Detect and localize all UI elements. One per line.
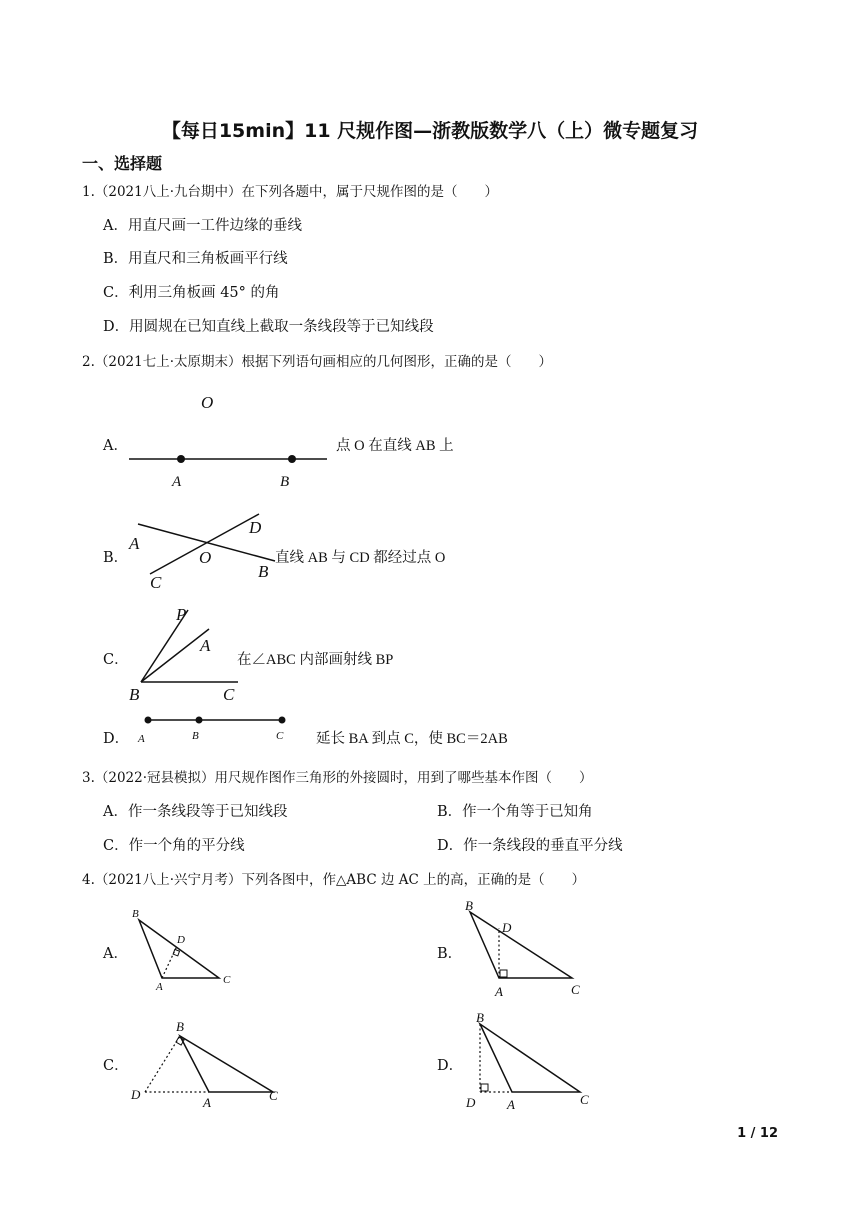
question-2-stem: 2.（2021七上·太原期末）根据下列语句画相应的几何图形，正确的是（ ） <box>82 354 553 370</box>
question-2-figure-c <box>125 602 245 707</box>
vertex-b-label: B <box>129 685 140 704</box>
triangle-c-foot-d: D <box>131 1087 141 1102</box>
question-2-figure-b <box>125 508 280 593</box>
question-3-option-b: B．作一个角等于已知角 <box>437 804 593 820</box>
question-2-figure-d <box>135 711 295 746</box>
triangle-a-vertex-b: B <box>132 908 139 920</box>
question-2-option-d-label: D． <box>103 731 130 747</box>
question-4-option-d-label: D． <box>437 1058 464 1074</box>
ray-point-c-label: C <box>223 685 235 704</box>
question-4-figure-c <box>125 1014 290 1109</box>
question-2-figure-a <box>125 388 335 493</box>
question-4-figure-d <box>459 1012 609 1112</box>
question-2-option-c-caption: 在∠ABC 内部画射线 BP <box>237 652 394 668</box>
triangle-c-vertex-c: C <box>269 1088 278 1103</box>
point-a-label: A <box>172 474 182 490</box>
question-2-option-b-caption: 直线 AB 与 CD 都经过点 O <box>275 550 446 566</box>
page-number: 1 / 12 <box>737 1126 778 1141</box>
point-b-label: B <box>280 474 290 490</box>
question-1-option-b: B．用直尺和三角板画平行线 <box>103 251 288 267</box>
question-2-option-a-label: A． <box>103 438 128 454</box>
triangle-a-foot-d: D <box>177 934 185 946</box>
triangle-d-foot-d: D <box>466 1095 476 1110</box>
question-3-option-d: D．作一条线段的垂直平分线 <box>437 838 623 854</box>
triangle-a-vertex-a: A <box>156 981 163 993</box>
document-title: 【每日15min】11 尺规作图—浙教版数学八（上）微专题复习 <box>161 120 699 142</box>
question-1-option-c: C．利用三角板画 45° 的角 <box>103 285 280 301</box>
point-a <box>177 455 185 463</box>
triangle-c-vertex-a: A <box>203 1095 211 1109</box>
line-point-a-label: A <box>129 534 140 553</box>
ray-point-a-label: A <box>200 636 211 655</box>
question-3-option-a: A．作一条线段等于已知线段 <box>103 804 288 820</box>
question-1-stem: 1.（2021八上·九台期中）在下列各题中，属于尺规作图的是（ ） <box>82 184 499 200</box>
question-2-option-d-caption: 延长 BA 到点 C，使 BC＝2AB <box>316 731 508 747</box>
question-3-stem: 3.（2022·冠县模拟）用尺规作图作三角形的外接圆时，用到了哪些基本作图（ ） <box>82 770 593 786</box>
question-4-stem: 4.（2021八上·兴宁月考）下列各图中，作△ABC 边 AC 上的高，正确的是（ ） <box>82 872 586 888</box>
triangle-b-vertex-b: B <box>465 898 473 913</box>
question-2-option-c-label: C． <box>103 652 129 668</box>
triangle-b-vertex-a: A <box>495 984 503 999</box>
point-o-label: O <box>201 393 214 412</box>
triangle-c-vertex-b: B <box>176 1019 184 1034</box>
intersection-o-label: O <box>199 548 212 567</box>
triangle-d-vertex-b: B <box>476 1012 484 1025</box>
segment-point-a-label: A <box>138 733 145 745</box>
triangle-d-vertex-c: C <box>580 1092 589 1107</box>
ray-point-p-label: P <box>176 605 187 624</box>
line-point-d-label: D <box>249 518 262 537</box>
point-b <box>288 455 296 463</box>
question-3-option-c: C．作一个角的平分线 <box>103 838 245 854</box>
question-4-option-c-label: C． <box>103 1058 129 1074</box>
segment-point-b-label: B <box>192 730 199 742</box>
triangle-a-vertex-c: C <box>223 974 231 986</box>
segment-point-c-label: C <box>276 730 284 742</box>
line-point-c-label: C <box>150 573 162 592</box>
line-point-b-label: B <box>258 562 269 581</box>
triangle-b-vertex-c: C <box>571 982 580 997</box>
question-2-option-b-label: B． <box>103 550 129 566</box>
question-1-option-d: D．用圆规在已知直线上截取一条线段等于已知线段 <box>103 319 434 335</box>
question-1-option-a: A．用直尺画一工件边缘的垂线 <box>103 218 302 234</box>
section-heading: 一、选择题 <box>82 154 163 173</box>
question-4-figure-b <box>459 896 594 1001</box>
triangle-d-vertex-a: A <box>507 1097 515 1112</box>
question-4-option-a-label: A． <box>103 946 128 962</box>
question-4-figure-a <box>125 902 240 994</box>
question-2-option-a-caption: 点 O 在直线 AB 上 <box>336 438 454 454</box>
triangle-b-foot-d: D <box>502 920 512 935</box>
question-4-option-b-label: B． <box>437 946 463 962</box>
